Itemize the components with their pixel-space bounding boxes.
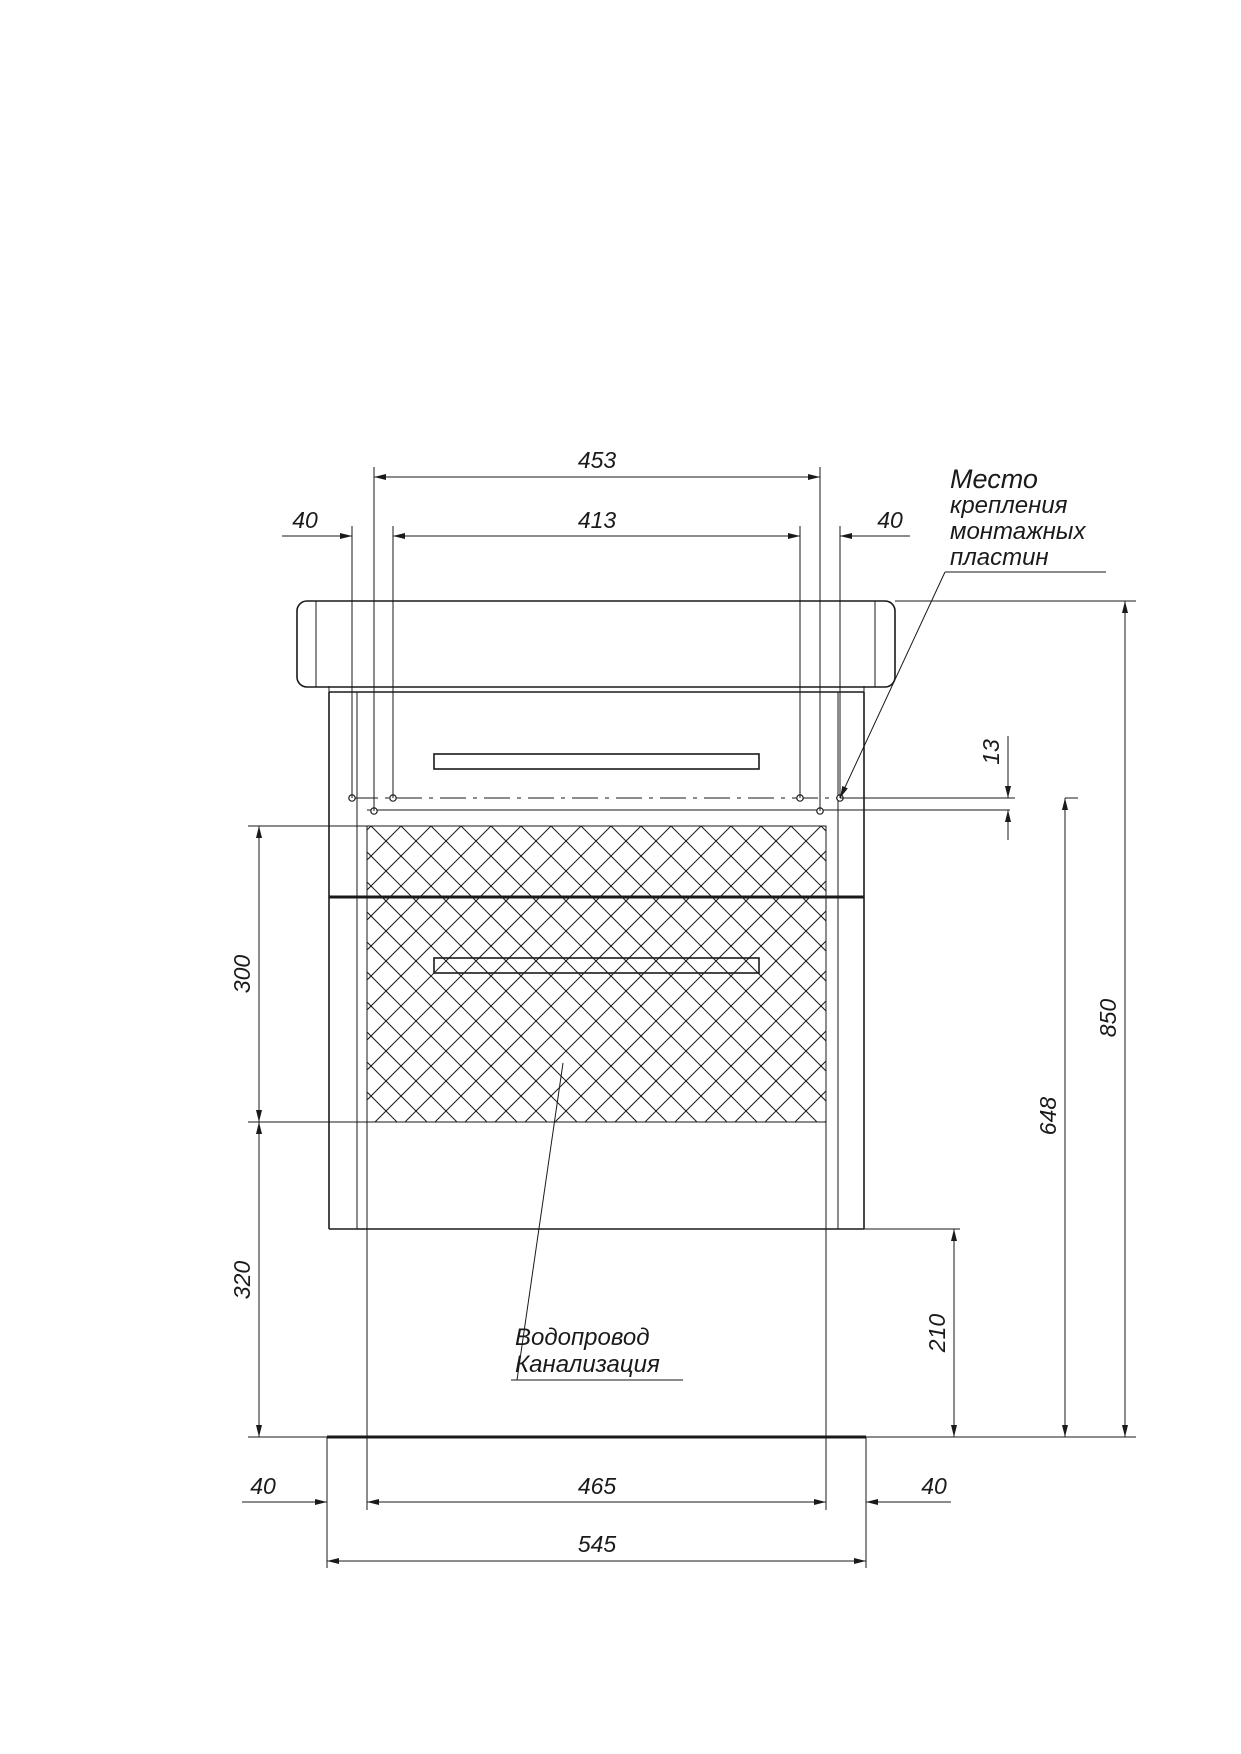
- dim-850: [866, 601, 1136, 1437]
- dim-648-label: 648: [1035, 1096, 1061, 1136]
- hatch-line: [705, 826, 1001, 1122]
- hatch-line: [1031, 826, 1241, 1122]
- hatch-line: [881, 826, 1177, 1122]
- hatch-line: [735, 826, 1031, 1122]
- hatch-line: [131, 826, 427, 1122]
- dim-413: [393, 507, 800, 536]
- mounting-note-line1: Место: [950, 464, 1038, 494]
- hatch-line: [461, 826, 757, 1122]
- hatch-line: [645, 826, 941, 1122]
- hatch-line: [675, 826, 971, 1122]
- hatch-line: [0, 826, 131, 1122]
- hatch-line: [315, 826, 611, 1122]
- pipes-note-line1: Водопровод: [515, 1324, 650, 1351]
- dim-545: [327, 1531, 866, 1561]
- hatch-line: [0, 826, 161, 1122]
- hatch-line: [825, 826, 1121, 1122]
- dim-13: [840, 736, 1015, 840]
- hatch-line: [431, 826, 727, 1122]
- hatch-line: [341, 826, 637, 1122]
- hatch-line: [221, 826, 517, 1122]
- hatch-line: [165, 826, 461, 1122]
- hatch-line: [765, 826, 1061, 1122]
- hatch-line: [75, 826, 371, 1122]
- pipe-cutout-zone: [0, 826, 1241, 1122]
- dim-40-top-left: [282, 507, 352, 536]
- hatch-line: [821, 826, 1117, 1122]
- hatch-line: [851, 826, 1147, 1122]
- hatch-line: [795, 826, 1091, 1122]
- hatch-line: [1121, 826, 1241, 1122]
- mounting-note-line2: крепления: [950, 492, 1068, 519]
- hatch-line: [225, 826, 521, 1122]
- hatch-line: [281, 826, 577, 1122]
- hatch-line: [1061, 826, 1241, 1122]
- dim-40-top-right: [840, 507, 910, 536]
- dim-545-label: 545: [577, 1531, 617, 1557]
- hatch-line: [161, 826, 457, 1122]
- dim-850-label: 850: [1095, 998, 1121, 1038]
- hatch-line: [251, 826, 547, 1122]
- dim-453: [374, 447, 820, 477]
- hatch-line: [911, 826, 1207, 1122]
- hatch-line: [435, 826, 731, 1122]
- hatch-line: [345, 826, 641, 1122]
- hatch-line: [0, 826, 221, 1122]
- hatch-line: [761, 826, 1057, 1122]
- hatch-line: [971, 826, 1241, 1122]
- hatch-line: [701, 826, 997, 1122]
- hatch-line: [585, 826, 881, 1122]
- mounting-note-line4: пластин: [950, 544, 1049, 571]
- hatch-line: [15, 826, 311, 1122]
- dim-13-label: 13: [978, 739, 1004, 765]
- hatch-line: [371, 826, 667, 1122]
- hatch-line: [135, 826, 431, 1122]
- hatch-line: [581, 826, 877, 1122]
- hatch-line: [495, 826, 791, 1122]
- hatch-line: [0, 826, 251, 1122]
- hatch-line: [0, 826, 101, 1122]
- dim-40-top-right-label: 40: [877, 507, 903, 533]
- dim-40-bottom-left: [242, 1473, 327, 1502]
- hatch-line: [1001, 826, 1241, 1122]
- hatch-line: [1091, 826, 1241, 1122]
- dim-413-label: 413: [577, 507, 617, 533]
- hatch-line: [311, 826, 607, 1122]
- hatch-line: [405, 826, 701, 1122]
- dim-465: [367, 1473, 826, 1502]
- dim-300-label: 300: [229, 954, 255, 994]
- dim-320-label: 320: [229, 1260, 255, 1300]
- pipes-note-line2: Канализация: [515, 1351, 660, 1378]
- hatch-line: [641, 826, 937, 1122]
- dim-40-bottom-right-label: 40: [921, 1473, 947, 1499]
- hatch-line: [555, 826, 851, 1122]
- dim-648: [1035, 798, 1078, 1437]
- hatch-line: [255, 826, 551, 1122]
- hatch-line: [525, 826, 821, 1122]
- mounting-note-line3: монтажных: [950, 518, 1086, 545]
- hatch-line: [45, 826, 341, 1122]
- hatch-line: [615, 826, 911, 1122]
- hatch-line: [0, 826, 71, 1122]
- hatch-line: [611, 826, 907, 1122]
- hatch-line: [491, 826, 787, 1122]
- hatch-line: [401, 826, 697, 1122]
- dim-40-top-left-label: 40: [292, 507, 318, 533]
- hatch-line: [0, 826, 191, 1122]
- hatch-line: [521, 826, 817, 1122]
- dim-210-label: 210: [924, 1313, 950, 1353]
- hatch-line: [791, 826, 1087, 1122]
- hatch-line: [465, 826, 761, 1122]
- hatch-line: [71, 826, 367, 1122]
- upper-drawer-handle: [434, 754, 759, 769]
- dim-300: [229, 826, 367, 1122]
- hatch-line: [671, 826, 967, 1122]
- hatch-line: [375, 826, 671, 1122]
- dim-453-label: 453: [577, 447, 617, 473]
- dim-40-bottom-left-label: 40: [250, 1473, 276, 1499]
- dim-210: [864, 1229, 960, 1437]
- hatch-line: [731, 826, 1027, 1122]
- countertop: [297, 601, 895, 687]
- dim-465-label: 465: [577, 1473, 617, 1499]
- hatch-line: [551, 826, 847, 1122]
- hatch-line: [941, 826, 1237, 1122]
- dim-40-bottom-right: [866, 1473, 951, 1502]
- dim-320: [229, 1122, 327, 1437]
